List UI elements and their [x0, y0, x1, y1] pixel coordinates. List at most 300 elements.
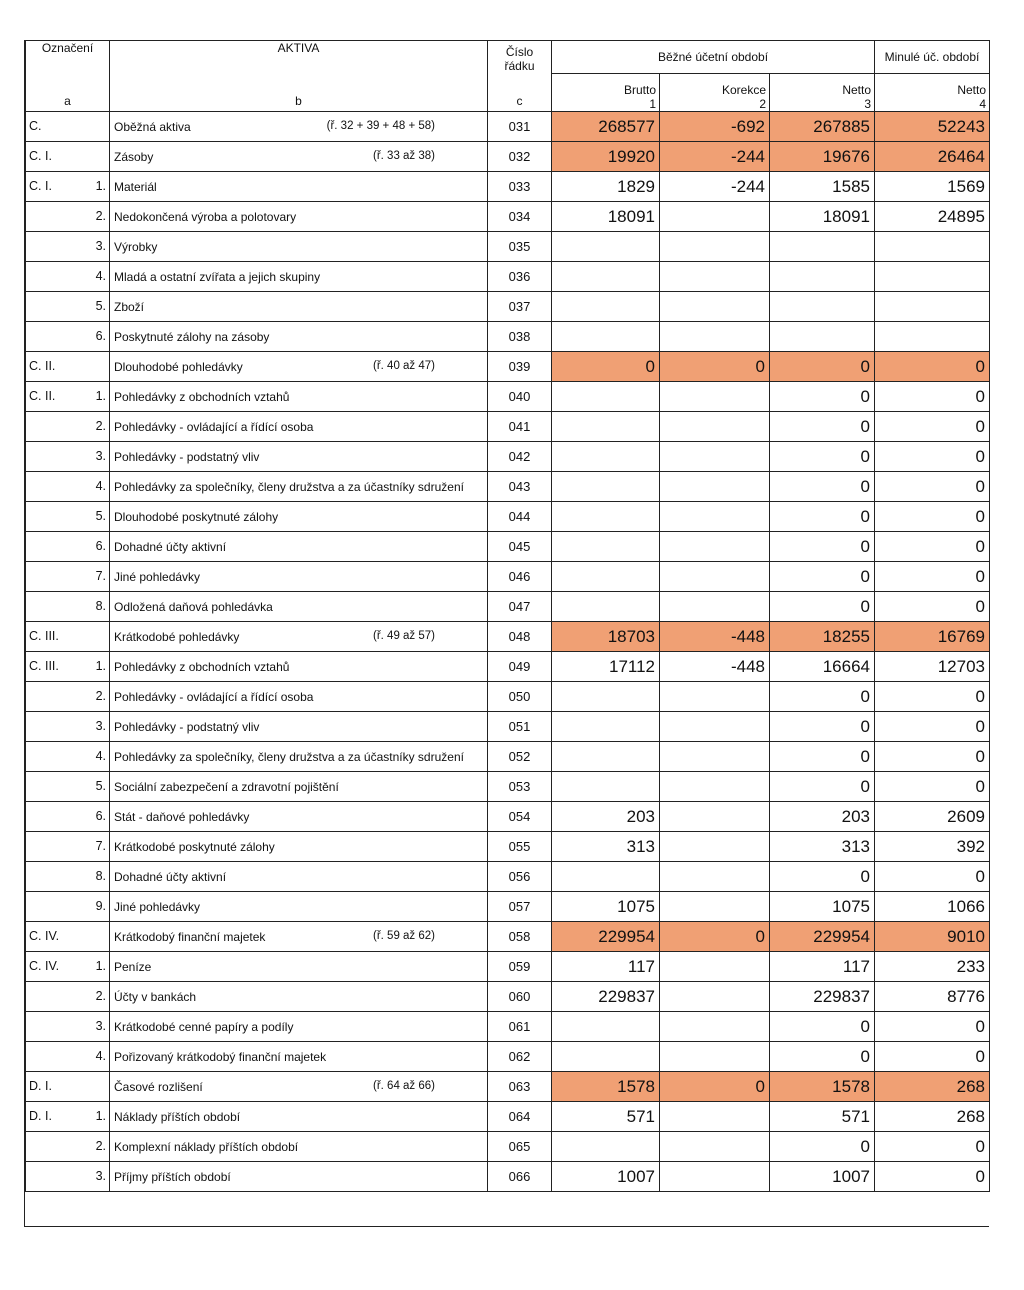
row-value-prev: 24895: [875, 202, 990, 232]
row-value-korekce: [660, 892, 770, 922]
row-value-netto: [770, 232, 875, 262]
header-col-c: c: [516, 94, 523, 108]
row-value-netto: [770, 292, 875, 322]
row-value-netto: 0: [770, 532, 875, 562]
row-value-netto: 1075: [770, 892, 875, 922]
table-row: [26, 112, 990, 142]
row-line-code: 039: [488, 352, 552, 382]
row-number: 8.: [95, 599, 106, 613]
table-row: [26, 922, 990, 952]
row-item-label: Poskytnuté zálohy na zásoby: [114, 329, 270, 344]
row-value-prev: 2609: [875, 802, 990, 832]
row-value-netto: [770, 322, 875, 352]
row-item-name: [110, 592, 488, 622]
row-value-brutto: [552, 1042, 660, 1072]
row-value-prev: 0: [875, 442, 990, 472]
row-value-brutto: [552, 862, 660, 892]
row-line-code: 052: [488, 742, 552, 772]
row-value-korekce: [660, 982, 770, 1012]
header-oznaceni-label: Označení: [41, 41, 94, 55]
row-value-netto: 117: [770, 952, 875, 982]
row-item-name: [110, 1012, 488, 1042]
row-value-korekce: [660, 442, 770, 472]
row-value-brutto: 229837: [552, 982, 660, 1012]
row-number: 3.: [95, 239, 106, 253]
row-value-prev: 0: [875, 412, 990, 442]
table-row: [26, 202, 990, 232]
table-row: [26, 262, 990, 292]
row-value-korekce: [660, 1132, 770, 1162]
row-line-code: 062: [488, 1042, 552, 1072]
row-line-code: 047: [488, 592, 552, 622]
row-number: 6.: [95, 329, 106, 343]
row-oznaceni: [26, 1162, 110, 1192]
row-value-brutto: [552, 472, 660, 502]
row-number: 1.: [95, 959, 106, 973]
row-item-label: Náklady příštích období: [114, 1109, 241, 1124]
row-oznaceni: [26, 562, 110, 592]
row-section: C. III.: [29, 659, 59, 673]
row-value-prev: 16769: [875, 622, 990, 652]
row-item-label: Nedokončená výroba a polotovary: [114, 209, 297, 224]
row-value-prev: 26464: [875, 142, 990, 172]
row-value-brutto: [552, 262, 660, 292]
row-section: C. III.: [29, 629, 59, 643]
row-item-name: [110, 1042, 488, 1072]
row-value-brutto: 1075: [552, 892, 660, 922]
row-value-netto: [770, 262, 875, 292]
row-section: C. I.: [29, 149, 52, 163]
row-item-label: Pohledávky - podstatný vliv: [114, 719, 260, 734]
row-line-code: 031: [488, 112, 552, 142]
row-oznaceni: [26, 922, 110, 952]
row-value-brutto: [552, 322, 660, 352]
row-item-label: Krátkodobé poskytnuté zálohy: [114, 839, 275, 854]
row-oznaceni: [26, 472, 110, 502]
row-number: 7.: [95, 569, 106, 583]
row-value-korekce: [660, 382, 770, 412]
row-oznaceni: [26, 952, 110, 982]
header-brutto-label: Brutto: [623, 83, 656, 97]
row-number: 2.: [95, 989, 106, 1003]
row-line-code: 063: [488, 1072, 552, 1102]
row-formula-ref: (ř. 49 až 57): [373, 630, 435, 642]
row-value-korekce: 0: [660, 922, 770, 952]
row-oznaceni: [26, 1072, 110, 1102]
row-item-label: Materiál: [114, 179, 157, 194]
row-item-name: [110, 382, 488, 412]
row-value-korekce: [660, 232, 770, 262]
row-item-name: [110, 922, 488, 952]
row-oznaceni: [26, 1042, 110, 1072]
row-item-label: Komplexní náklady příštích období: [114, 1139, 299, 1154]
row-value-prev: 12703: [875, 652, 990, 682]
row-line-code: 034: [488, 202, 552, 232]
row-oznaceni: [26, 712, 110, 742]
row-item-name: [110, 112, 488, 142]
header-col-3: 3: [864, 97, 871, 111]
row-value-brutto: 18091: [552, 202, 660, 232]
table-row: [26, 502, 990, 532]
row-item-name: [110, 982, 488, 1012]
row-value-prev: 392: [875, 832, 990, 862]
balance-sheet-assets: [24, 40, 989, 1227]
row-item-name: [110, 832, 488, 862]
row-value-brutto: 1007: [552, 1162, 660, 1192]
row-value-brutto: 313: [552, 832, 660, 862]
header-korekce: [660, 74, 770, 112]
row-value-prev: 0: [875, 352, 990, 382]
row-item-name: [110, 952, 488, 982]
row-value-brutto: [552, 382, 660, 412]
row-number: 3.: [95, 719, 106, 733]
row-item-label: Příjmy příštích období: [114, 1169, 231, 1184]
row-oznaceni: [26, 112, 110, 142]
row-item-name: [110, 562, 488, 592]
row-item-label: Pohledávky - ovládající a řídící osoba: [114, 419, 314, 434]
row-item-name: [110, 442, 488, 472]
row-value-netto: 18255: [770, 622, 875, 652]
row-value-korekce: 0: [660, 1072, 770, 1102]
table-row: [26, 292, 990, 322]
row-line-code: 053: [488, 772, 552, 802]
row-section: D. I.: [29, 1079, 52, 1093]
row-value-brutto: [552, 682, 660, 712]
row-oznaceni: [26, 502, 110, 532]
row-item-name: [110, 352, 488, 382]
table-row: [26, 382, 990, 412]
row-value-korekce: -244: [660, 142, 770, 172]
row-number: 5.: [95, 779, 106, 793]
row-line-code: 051: [488, 712, 552, 742]
row-value-brutto: 117: [552, 952, 660, 982]
table-row: [26, 982, 990, 1012]
header-brutto: [552, 74, 660, 112]
row-item-label: Pohledávky - podstatný vliv: [114, 449, 260, 464]
table-row: [26, 532, 990, 562]
header-netto-prev: [875, 74, 990, 112]
row-value-netto: 0: [770, 472, 875, 502]
row-value-korekce: [660, 1162, 770, 1192]
row-item-label: Oběžná aktiva: [114, 119, 191, 134]
row-item-label: Účty v bankách: [114, 989, 197, 1004]
row-value-prev: 0: [875, 502, 990, 532]
row-item-label: Krátkodobé cenné papíry a podíly: [114, 1019, 294, 1034]
row-value-brutto: [552, 562, 660, 592]
row-value-netto: 0: [770, 1132, 875, 1162]
row-item-label: Dohadné účty aktivní: [114, 539, 227, 554]
row-oznaceni: [26, 322, 110, 352]
row-section: C.: [29, 119, 42, 133]
row-oznaceni: [26, 772, 110, 802]
row-number: 4.: [95, 479, 106, 493]
table-row: [26, 592, 990, 622]
row-formula-ref: (ř. 64 až 66): [373, 1080, 435, 1092]
row-value-prev: 0: [875, 712, 990, 742]
row-oznaceni: [26, 892, 110, 922]
row-item-label: Stát - daňové pohledávky: [114, 809, 250, 824]
row-value-korekce: [660, 592, 770, 622]
table-row: [26, 322, 990, 352]
row-item-label: Krátkodobý finanční majetek: [114, 929, 266, 944]
header-col-b: b: [295, 94, 302, 108]
row-value-prev: 9010: [875, 922, 990, 952]
row-line-code: 065: [488, 1132, 552, 1162]
row-item-name: [110, 772, 488, 802]
row-value-prev: 0: [875, 1042, 990, 1072]
row-value-brutto: 229954: [552, 922, 660, 952]
table-row: [26, 1012, 990, 1042]
row-line-code: 058: [488, 922, 552, 952]
row-value-brutto: 268577: [552, 112, 660, 142]
table-row: [26, 622, 990, 652]
table-row: [26, 862, 990, 892]
row-value-korekce: [660, 862, 770, 892]
row-line-code: 048: [488, 622, 552, 652]
header-radku-label: řádku: [504, 59, 535, 73]
row-value-korekce: [660, 472, 770, 502]
row-value-korekce: [660, 1042, 770, 1072]
header-cislo-label: Číslo: [505, 45, 534, 59]
row-value-netto: 1585: [770, 172, 875, 202]
row-value-korekce: [660, 412, 770, 442]
row-value-brutto: [552, 1132, 660, 1162]
row-line-code: 035: [488, 232, 552, 262]
row-value-brutto: 17112: [552, 652, 660, 682]
row-oznaceni: [26, 802, 110, 832]
row-value-brutto: [552, 1012, 660, 1042]
row-oznaceni: [26, 532, 110, 562]
row-value-brutto: 203: [552, 802, 660, 832]
row-value-prev: 233: [875, 952, 990, 982]
row-number: 4.: [95, 269, 106, 283]
table-row: [26, 1132, 990, 1162]
assets-table: [25, 40, 990, 1192]
row-number: 1.: [95, 1109, 106, 1123]
row-value-netto: 571: [770, 1102, 875, 1132]
row-value-prev: [875, 262, 990, 292]
row-number: 4.: [95, 749, 106, 763]
row-item-label: Peníze: [114, 959, 152, 974]
row-line-code: 057: [488, 892, 552, 922]
row-value-prev: 0: [875, 1132, 990, 1162]
row-number: 6.: [95, 539, 106, 553]
row-line-code: 059: [488, 952, 552, 982]
row-line-code: 064: [488, 1102, 552, 1132]
row-value-netto: 0: [770, 382, 875, 412]
table-row: [26, 442, 990, 472]
row-value-prev: 0: [875, 742, 990, 772]
row-value-brutto: [552, 742, 660, 772]
row-oznaceni: [26, 682, 110, 712]
header-col-a: a: [64, 94, 71, 108]
header-aktiva: [110, 41, 488, 112]
row-item-label: Pohledávky za společníky, členy družstva a za účastníky sdružení: [114, 479, 464, 494]
row-item-name: [110, 622, 488, 652]
row-item-name: [110, 862, 488, 892]
row-line-code: 046: [488, 562, 552, 592]
table-row: [26, 682, 990, 712]
row-value-netto: 0: [770, 442, 875, 472]
row-line-code: 041: [488, 412, 552, 442]
row-value-prev: 0: [875, 772, 990, 802]
row-value-korekce: [660, 802, 770, 832]
table-row: [26, 652, 990, 682]
row-item-name: [110, 412, 488, 442]
row-item-name: [110, 742, 488, 772]
row-value-prev: [875, 292, 990, 322]
row-item-label: Dohadné účty aktivní: [114, 869, 227, 884]
row-value-prev: 268: [875, 1102, 990, 1132]
table-row: [26, 1102, 990, 1132]
row-number: 1.: [95, 659, 106, 673]
row-value-korekce: [660, 562, 770, 592]
row-item-label: Zboží: [114, 299, 145, 314]
row-value-korekce: [660, 772, 770, 802]
row-oznaceni: [26, 742, 110, 772]
row-oznaceni: [26, 262, 110, 292]
row-section: C. II.: [29, 389, 56, 403]
row-number: 8.: [95, 869, 106, 883]
row-oznaceni: [26, 412, 110, 442]
row-item-label: Časové rozlišení: [114, 1079, 203, 1094]
row-oznaceni: [26, 1132, 110, 1162]
row-item-name: [110, 652, 488, 682]
row-value-prev: 0: [875, 1012, 990, 1042]
row-line-code: 040: [488, 382, 552, 412]
row-value-korekce: -448: [660, 652, 770, 682]
row-value-prev: 0: [875, 382, 990, 412]
row-value-netto: 1578: [770, 1072, 875, 1102]
row-formula-ref: (ř. 33 až 38): [373, 150, 435, 162]
header-netto-prev-label: Netto: [957, 83, 986, 97]
row-item-name: [110, 262, 488, 292]
row-number: 3.: [95, 1169, 106, 1183]
row-value-netto: 0: [770, 352, 875, 382]
row-item-name: [110, 172, 488, 202]
row-value-netto: 0: [770, 772, 875, 802]
header-aktiva-label: AKTIVA: [277, 41, 320, 55]
row-item-name: [110, 502, 488, 532]
row-item-name: [110, 472, 488, 502]
row-oznaceni: [26, 592, 110, 622]
header-netto-label: Netto: [842, 83, 871, 97]
table-row: [26, 832, 990, 862]
row-value-netto: 267885: [770, 112, 875, 142]
row-item-label: Zásoby: [114, 149, 154, 164]
header-netto: [770, 74, 875, 112]
header-row-top: [26, 41, 990, 74]
row-number: 3.: [95, 1019, 106, 1033]
row-number: 5.: [95, 299, 106, 313]
row-value-netto: 16664: [770, 652, 875, 682]
row-item-label: Pohledávky z obchodních vztahů: [114, 659, 290, 674]
row-value-korekce: 0: [660, 352, 770, 382]
row-line-code: 055: [488, 832, 552, 862]
row-value-brutto: 0: [552, 352, 660, 382]
row-value-korekce: [660, 1012, 770, 1042]
row-value-netto: 18091: [770, 202, 875, 232]
row-oznaceni: [26, 622, 110, 652]
row-value-korekce: [660, 202, 770, 232]
row-item-name: [110, 1132, 488, 1162]
row-value-netto: 0: [770, 502, 875, 532]
row-value-korekce: [660, 712, 770, 742]
row-oznaceni: [26, 982, 110, 1012]
row-value-netto: 0: [770, 562, 875, 592]
row-value-prev: 0: [875, 862, 990, 892]
row-number: 1.: [95, 179, 106, 193]
row-oznaceni: [26, 382, 110, 412]
table-row: [26, 1162, 990, 1192]
row-value-netto: 0: [770, 712, 875, 742]
table-row: [26, 142, 990, 172]
row-value-prev: 0: [875, 682, 990, 712]
row-number: 2.: [95, 419, 106, 433]
row-value-korekce: -244: [660, 172, 770, 202]
row-item-name: [110, 292, 488, 322]
row-item-name: [110, 322, 488, 352]
row-value-korekce: [660, 742, 770, 772]
row-oznaceni: [26, 1102, 110, 1132]
row-value-prev: 268: [875, 1072, 990, 1102]
row-number: 1.: [95, 389, 106, 403]
row-value-korekce: [660, 682, 770, 712]
header-cislo-radku: [488, 41, 552, 112]
table-row: [26, 562, 990, 592]
row-oznaceni: [26, 832, 110, 862]
row-line-code: 036: [488, 262, 552, 292]
row-value-netto: 0: [770, 742, 875, 772]
table-row: [26, 412, 990, 442]
header-col-4: 4: [979, 97, 986, 111]
row-line-code: 042: [488, 442, 552, 472]
row-value-prev: 52243: [875, 112, 990, 142]
row-line-code: 038: [488, 322, 552, 352]
row-value-korekce: [660, 502, 770, 532]
row-value-brutto: [552, 442, 660, 472]
header-minule-obdobi: Minulé úč. období: [875, 41, 990, 74]
row-value-korekce: [660, 292, 770, 322]
row-value-korekce: [660, 832, 770, 862]
row-value-prev: 0: [875, 472, 990, 502]
row-item-label: Mladá a ostatní zvířata a jejich skupiny: [114, 269, 321, 284]
row-value-netto: 229954: [770, 922, 875, 952]
row-value-prev: 0: [875, 562, 990, 592]
row-number: 2.: [95, 209, 106, 223]
row-item-label: Krátkodobé pohledávky: [114, 629, 240, 644]
row-item-label: Jiné pohledávky: [114, 899, 201, 914]
header-col-1: 1: [649, 97, 656, 111]
row-item-label: Jiné pohledávky: [114, 569, 201, 584]
row-oznaceni: [26, 232, 110, 262]
row-value-netto: 0: [770, 862, 875, 892]
row-value-netto: 1007: [770, 1162, 875, 1192]
row-value-prev: [875, 232, 990, 262]
row-number: 5.: [95, 509, 106, 523]
row-item-label: Pořizovaný krátkodobý finanční majetek: [114, 1049, 327, 1064]
row-value-korekce: [660, 322, 770, 352]
row-item-name: [110, 712, 488, 742]
header-oznaceni: [26, 41, 110, 112]
table-row: [26, 772, 990, 802]
row-value-brutto: 19920: [552, 142, 660, 172]
row-item-name: [110, 892, 488, 922]
row-item-name: [110, 142, 488, 172]
row-formula-ref: (ř. 59 až 62): [373, 930, 435, 942]
row-value-brutto: [552, 292, 660, 322]
row-number: 2.: [95, 689, 106, 703]
